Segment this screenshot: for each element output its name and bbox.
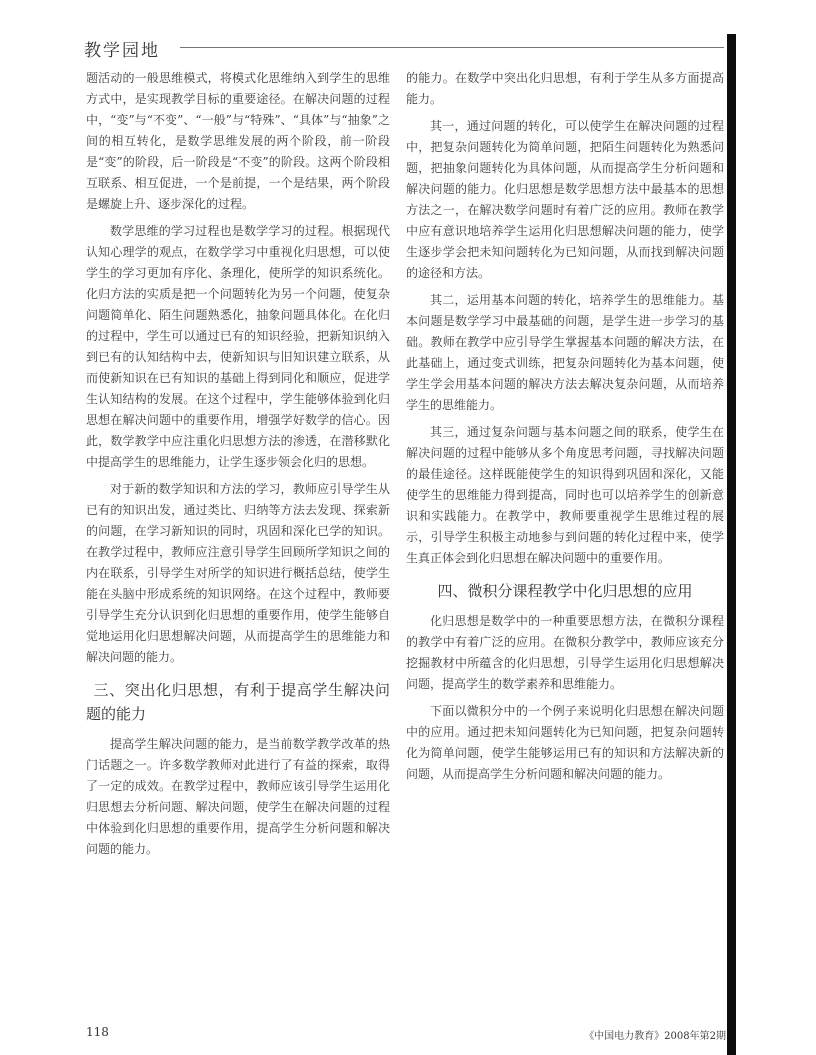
- section-heading-3: 三、突出化归思想，有利于提高学生解决问题的能力: [86, 681, 390, 723]
- right-paragraph-2: 其一，通过问题的转化，可以使学生在解决问题的过程中，把复杂问题转化为简单问题，把陌生问题转化为熟悉问题，把抽象问题转化为具体问题，从而提高学生分析问题和解决问题的能力。化归思想是数学思想方法中最基本的思想方法之一，在解决数学问题时有着广泛的应用。教师在教学中应有意识地培养学生运用化归思想解决问题的能力，使学生逐步学会把未知问题转化为已知问题，从而找到解决问题的途径和方法。: [406, 119, 724, 280]
- section-heading-4: 四、微积分课程教学中化归思想的应用: [437, 582, 693, 600]
- right-paragraph-4: 其三，通过复杂问题与基本问题之间的联系，使学生在解决问题的过程中能够从多个角度思考问题，寻找解决问题的最佳途径。这样既能使学生的知识得到巩固和深化，又能使学生的思维能力得到提高，同时也可以培养学生的创新意识和实践能力。在教学中，教师要重视学生思维过程的展示，引导学生积极主动地参与到问题的转化过程中来，使学生真正体会到化归思想在解决问题中的重要作用。: [406, 425, 724, 565]
- scan-edge-bar: [727, 34, 736, 1055]
- right-paragraph-1: 的能力。在数学中突出化归思想，有利于学生从多方面提高能力。: [406, 71, 724, 106]
- header-rule: [180, 47, 724, 48]
- left-closing-paragraph: 提高学生解决问题的能力，是当前数学教学改革的热门话题之一。许多数学教师对此进行了有益的探索，取得了一定的成效。在教学过程中，教师应该引导学生运用化归思想去分析问题、解决问题，使学生在解决问题的过程中体验到化归思想的重要作用，提高学生分析问题和解决问题的能力。: [86, 737, 390, 856]
- left-paragraph-2: 数学思维的学习过程也是数学学习的过程。根据现代认知心理学的观点，在数学学习中重视化归思想，可以使学生的学习更加有序化、条理化，使所学的知识系统化。化归方法的实质是把一个问题转化为另一个问题，使复杂问题简单化、陌生问题熟悉化，抽象问题具体化。在化归的过程中，学生可以通过已有的知识经验，把新知识纳入到已有的认知结构中去，使新知识与旧知识建立联系，从而使新知识在已有知识的基础上得到同化和顺应，促进学生认知结构的发展。在这个过程中，学生能够体验到化归思想在解决问题中的重要作用，增强学好数学的信心。因此，数学教学中应注重化归思想方法的渗透，在潜移默化中提高学生的思维能力，让学生逐步领会化归的思想。: [86, 224, 390, 469]
- left-column: [86, 68, 390, 860]
- journal-source: 《中国电力教育》2008年第2期: [584, 1031, 726, 1042]
- page-number: 118: [86, 1025, 109, 1039]
- right-closing-paragraph-1: 化归思想是数学中的一种重要思想方法，在微积分课程的教学中有着广泛的应用。在微积分教学中，教师应该充分挖掘教材中所蕴含的化归思想，引导学生运用化归思想解决问题，提高学生的数学素养和思维能力。: [406, 614, 724, 691]
- right-closing-paragraph-2: 下面以微积分中的一个例子来说明化归思想在解决问题中的应用。通过把未知问题转化为已知问题，把复杂问题转化为简单问题，使学生能够运用已有的知识和方法解决新的问题，从而提高学生分析问题和解决问题的能力。: [406, 704, 724, 781]
- column-title: 教学园地: [84, 41, 160, 61]
- left-paragraph-1: 题活动的一般思维模式，将模式化思维纳入到学生的思维方式中，是实现教学目标的重要途径。在解决问题的过程中，“变”与“不变”、“一般”与“特殊”、“具体”与“抽象”之间的相互转化，是数学思维发展的两个阶段，前一阶段是“变”的阶段，后一阶段是“不变”的阶段。这两个阶段相互联系、相互促进，一个是前提，一个是结果，两个阶段是螺旋上升、逐步深化的过程。: [86, 71, 390, 211]
- left-paragraph-3: 对于新的数学知识和方法的学习，教师应引导学生从已有的知识出发，通过类比、归纳等方法去发现、探索新的问题，在学习新知识的同时，巩固和深化已学的知识。在教学过程中，教师应注意引导学生回顾所学知识之间的内在联系，引导学生对所学的知识进行概括总结，使学生能在头脑中形成系统的知识网络。在这个过程中，教师要引导学生充分认识到化归思想的重要作用，使学生能够自觉地运用化归思想解决问题，从而提高学生的思维能力和解决问题的能力。: [86, 482, 390, 664]
- right-column: [406, 68, 724, 1028]
- right-paragraph-3: 其二，运用基本问题的转化，培养学生的思维能力。基本问题是数学学习中最基础的问题，是学生进一步学习的基础。教师在教学中应引导学生掌握基本问题的解决方法，在此基础上，通过变式训练，把复杂问题转化为基本问题，使学生学会用基本问题的解决方法去解决复杂问题，从而培养学生的思维能力。: [406, 293, 724, 412]
- page-header: [84, 36, 724, 60]
